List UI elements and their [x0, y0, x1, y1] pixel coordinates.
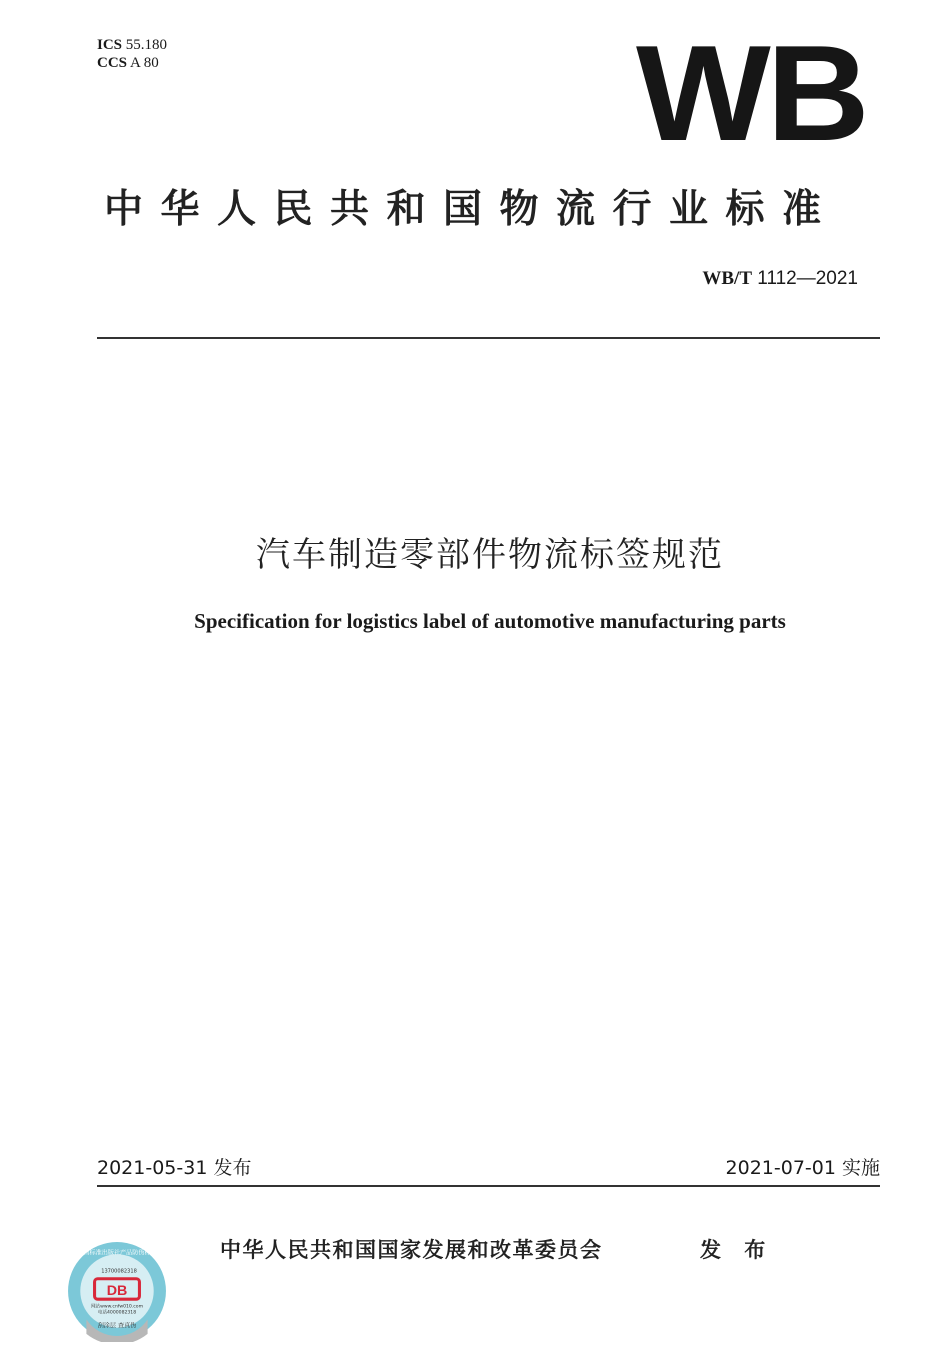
seal-top-text: 中国标准出版社产品防伪标识 — [77, 1249, 157, 1257]
classification-codes — [97, 36, 167, 72]
seal-code-text: 13700082318 — [101, 1268, 137, 1275]
standard-number-body: 1112—2021 — [757, 268, 858, 289]
anti-counterfeit-seal — [66, 1240, 168, 1342]
ccs-line — [97, 54, 167, 72]
standard-number-prefix: WB/T — [702, 268, 752, 289]
wb-logo: WB — [636, 17, 866, 169]
top-divider — [97, 337, 880, 339]
publish-date: 2021-05-31 发布 — [97, 1157, 252, 1179]
svg-text:DB: DB — [106, 1283, 128, 1300]
issue-label: 发 布 — [700, 1238, 774, 1262]
ccs-label: CCS — [97, 55, 128, 71]
ics-line — [97, 36, 167, 54]
document-title-chinese: 汽车制造零部件物流标签规范 — [256, 535, 724, 575]
standard-number — [702, 268, 858, 290]
implementation-date: 2021-07-01 实施 — [725, 1157, 880, 1179]
seal-phone-text: 电话4000082318 — [97, 1310, 137, 1316]
ics-code: 55.180 — [125, 37, 168, 53]
ics-label: ICS — [97, 37, 123, 53]
bottom-divider — [97, 1185, 880, 1187]
seal-bottom-text: 刮涂层 查真伪 — [97, 1322, 137, 1330]
standard-category: 中华人民共和国物流行业标准 — [104, 187, 839, 232]
ccs-code: A 80 — [129, 55, 159, 71]
seal-website-text: 网站www.cnfw010.com — [90, 1304, 144, 1310]
document-title-english: Specification for logistics label of automotive manufacturing parts — [194, 609, 786, 633]
issuing-authority: 中华人民共和国国家发展和改革委员会 — [220, 1238, 603, 1262]
